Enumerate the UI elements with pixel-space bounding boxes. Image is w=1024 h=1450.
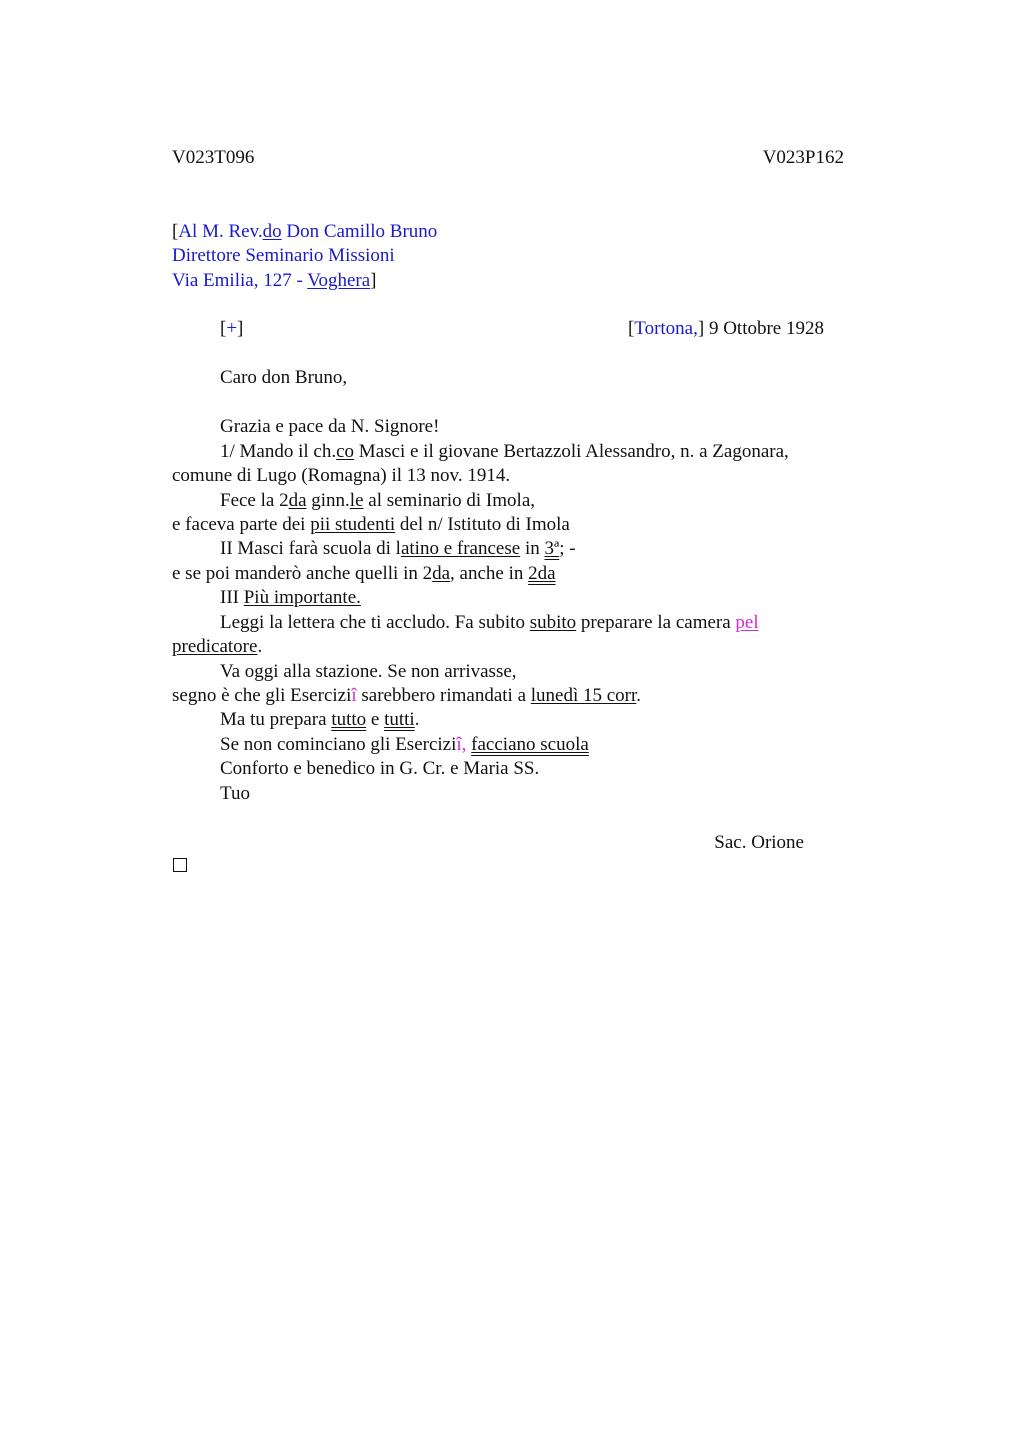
body-line: III Più importante. <box>220 587 361 608</box>
cross-mark: [+] <box>220 318 244 339</box>
body-line: segno è che gli Eserciziî sarebbero rimandati a lunedì 15 corr. <box>172 685 642 706</box>
body-line: Leggi la lettera che ti accludo. Fa subito subito preparare la camera pel <box>220 612 759 633</box>
body-line: 1/ Mando il ch.co Masci e il giovane Bertazzoli Alessandro, n. a Zagonara, <box>220 441 789 462</box>
body-line: II Masci farà scuola di latino e francese in 3ª; - <box>220 538 576 559</box>
signature: Sac. Orione <box>714 832 804 853</box>
body-line: Va oggi alla stazione. Se non arrivasse, <box>220 661 517 682</box>
letter-date: [Tortona,] 9 Ottobre 1928 <box>627 318 824 339</box>
body-line: e se poi manderò anche quelli in 2da, anche in 2da <box>172 563 556 584</box>
body-line: Se non cominciano gli Eserciziî, facciano scuola <box>220 734 589 755</box>
volume-text-ref: V023T096 <box>172 147 255 168</box>
body-line: e faceva parte dei pii studenti del n/ Istituto di Imola <box>172 514 570 535</box>
closing-tuo: Tuo <box>220 783 250 804</box>
volume-page-ref: V023P162 <box>762 147 844 168</box>
address-line-3: Via Emilia, 127 - Voghera] <box>172 270 377 291</box>
body-line: Conforto e benedico in G. Cr. e Maria SS. <box>220 758 540 779</box>
address-line-2: Direttore Seminario Missioni <box>172 245 395 266</box>
body-line: Grazia e pace da N. Signore! <box>220 416 440 437</box>
body-line: predicatore. <box>172 636 263 657</box>
address-line-1: [Al M. Rev.do Don Camillo Bruno <box>172 221 438 242</box>
square-outline-icon <box>173 858 187 872</box>
salutation: Caro don Bruno, <box>220 367 348 388</box>
body-line: comune di Lugo (Romagna) il 13 nov. 1914. <box>172 465 511 486</box>
body-line: Ma tu prepara tutto e tutti. <box>220 709 420 730</box>
body-line: Fece la 2da ginn.le al seminario di Imola, <box>220 490 535 511</box>
